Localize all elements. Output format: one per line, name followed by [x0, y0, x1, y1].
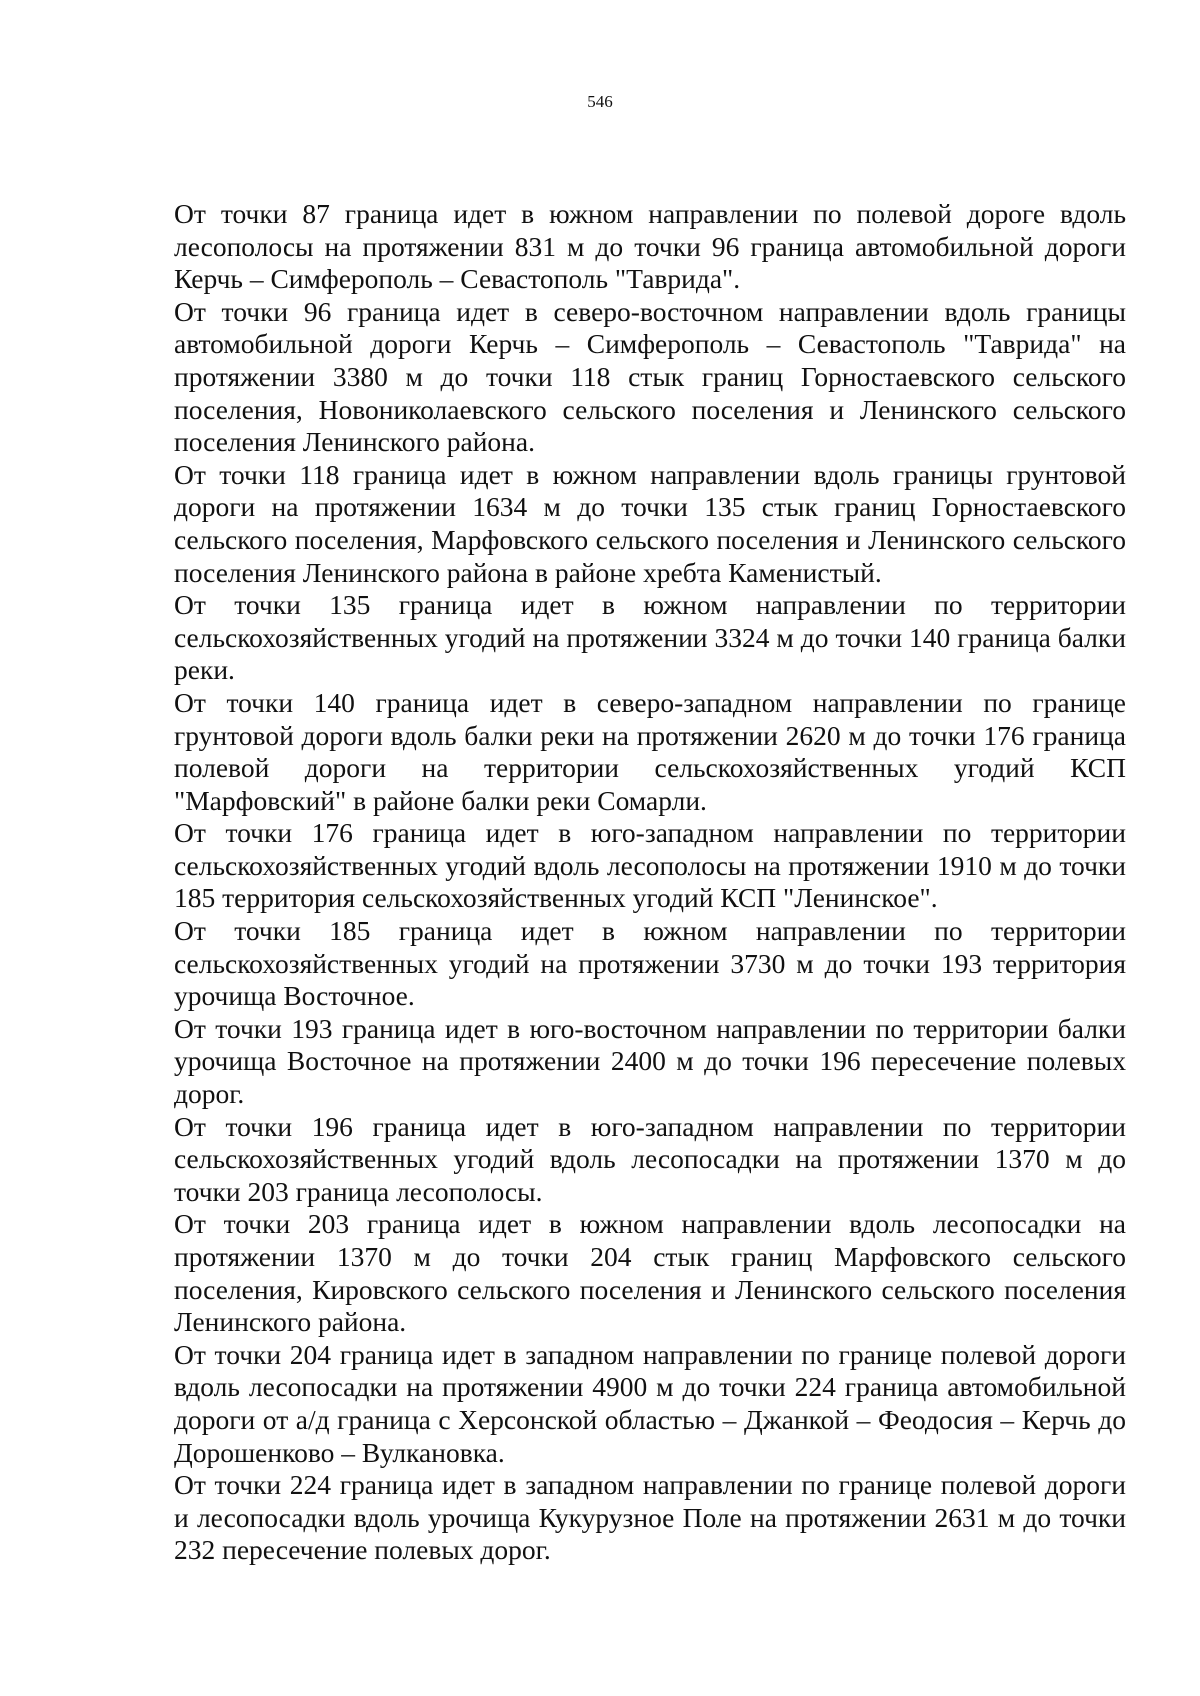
- boundary-paragraph-193: От точки 193 граница идет в юго-восточном направлении по территории балки урочища Восточное на протяжении 2400 м до точки 196 пересечение полевых дорог.: [174, 1012, 1126, 1110]
- boundary-paragraph-118: От точки 118 граница идет в южном направлении вдоль границы грунтовой дороги на протяжении 1634 м до точки 135 стык границ Горностаевского сельского поселения, Марфовского сельского поселения и Ленинского сельского поселения Ленинского района в районе хребта Каменистый.: [174, 458, 1126, 588]
- document-body: [174, 198, 1126, 1567]
- boundary-paragraph-176: От точки 176 граница идет в юго-западном направлении по территории сельскохозяйственных угодий вдоль лесополосы на протяжении 1910 м до точки 185 территория сельскохозяйственных угодий КСП "Ленинское".: [174, 817, 1126, 914]
- boundary-paragraph-204: От точки 204 граница идет в западном направлении по границе полевой дороги вдоль лесопосадки на протяжении 4900 м до точки 224 граница автомобильной дороги от а/д граница с Херсонской областью – Джанкой – Феодосия – Керчь до Дорошенково – Вулкановка.: [174, 1338, 1126, 1468]
- boundary-paragraph-196: От точки 196 граница идет в юго-западном направлении по территории сельскохозяйственных угодий вдоль лесопосадки на протяжении 1370 м до точки 203 граница лесополосы.: [174, 1110, 1126, 1207]
- boundary-paragraph-96: От точки 96 граница идет в северо-восточном направлении вдоль границы автомобильной дороги Керчь – Симферополь – Севастополь "Таврида" на протяжении 3380 м до точки 118 стык границ Горностаевского сельского поселения, Новониколаевского сельского поселения и Ленинского сельского поселения Ленинского района.: [174, 295, 1126, 458]
- boundary-paragraph-203: От точки 203 граница идет в южном направлении вдоль лесопосадки на протяжении 1370 м до точки 204 стык границ Марфовского сельского поселения, Кировского сельского поселения и Ленинского сельского поселения Ленинского района.: [174, 1208, 1126, 1338]
- boundary-paragraph-135: От точки 135 граница идет в южном направлении по территории сельскохозяйственных угодий на протяжении 3324 м до точки 140 граница балки реки.: [174, 589, 1126, 686]
- page-number: 546: [587, 92, 613, 111]
- boundary-paragraph-185: От точки 185 граница идет в южном направлении по территории сельскохозяйственных угодий на протяжении 3730 м до точки 193 территория урочища Восточное.: [174, 915, 1126, 1012]
- boundary-paragraph-87: От точки 87 граница идет в южном направлении по полевой дороге вдоль лесополосы на протяжении 831 м до точки 96 граница автомобильной дороги Керчь – Симферополь – Севастополь "Таврида".: [174, 198, 1126, 295]
- boundary-paragraph-140: От точки 140 граница идет в северо-западном направлении по границе грунтовой дороги вдоль балки реки на протяжении 2620 м до точки 176 граница полевой дороги на территории сельскохозяйственных угодий КСП "Марфовский" в районе балки реки Сомарли.: [174, 686, 1126, 816]
- boundary-paragraph-224: От точки 224 граница идет в западном направлении по границе полевой дороги и лесопосадки вдоль урочища Кукурузное Поле на протяжении 2631 м до точки 232 пересечение полевых дорог.: [174, 1469, 1126, 1566]
